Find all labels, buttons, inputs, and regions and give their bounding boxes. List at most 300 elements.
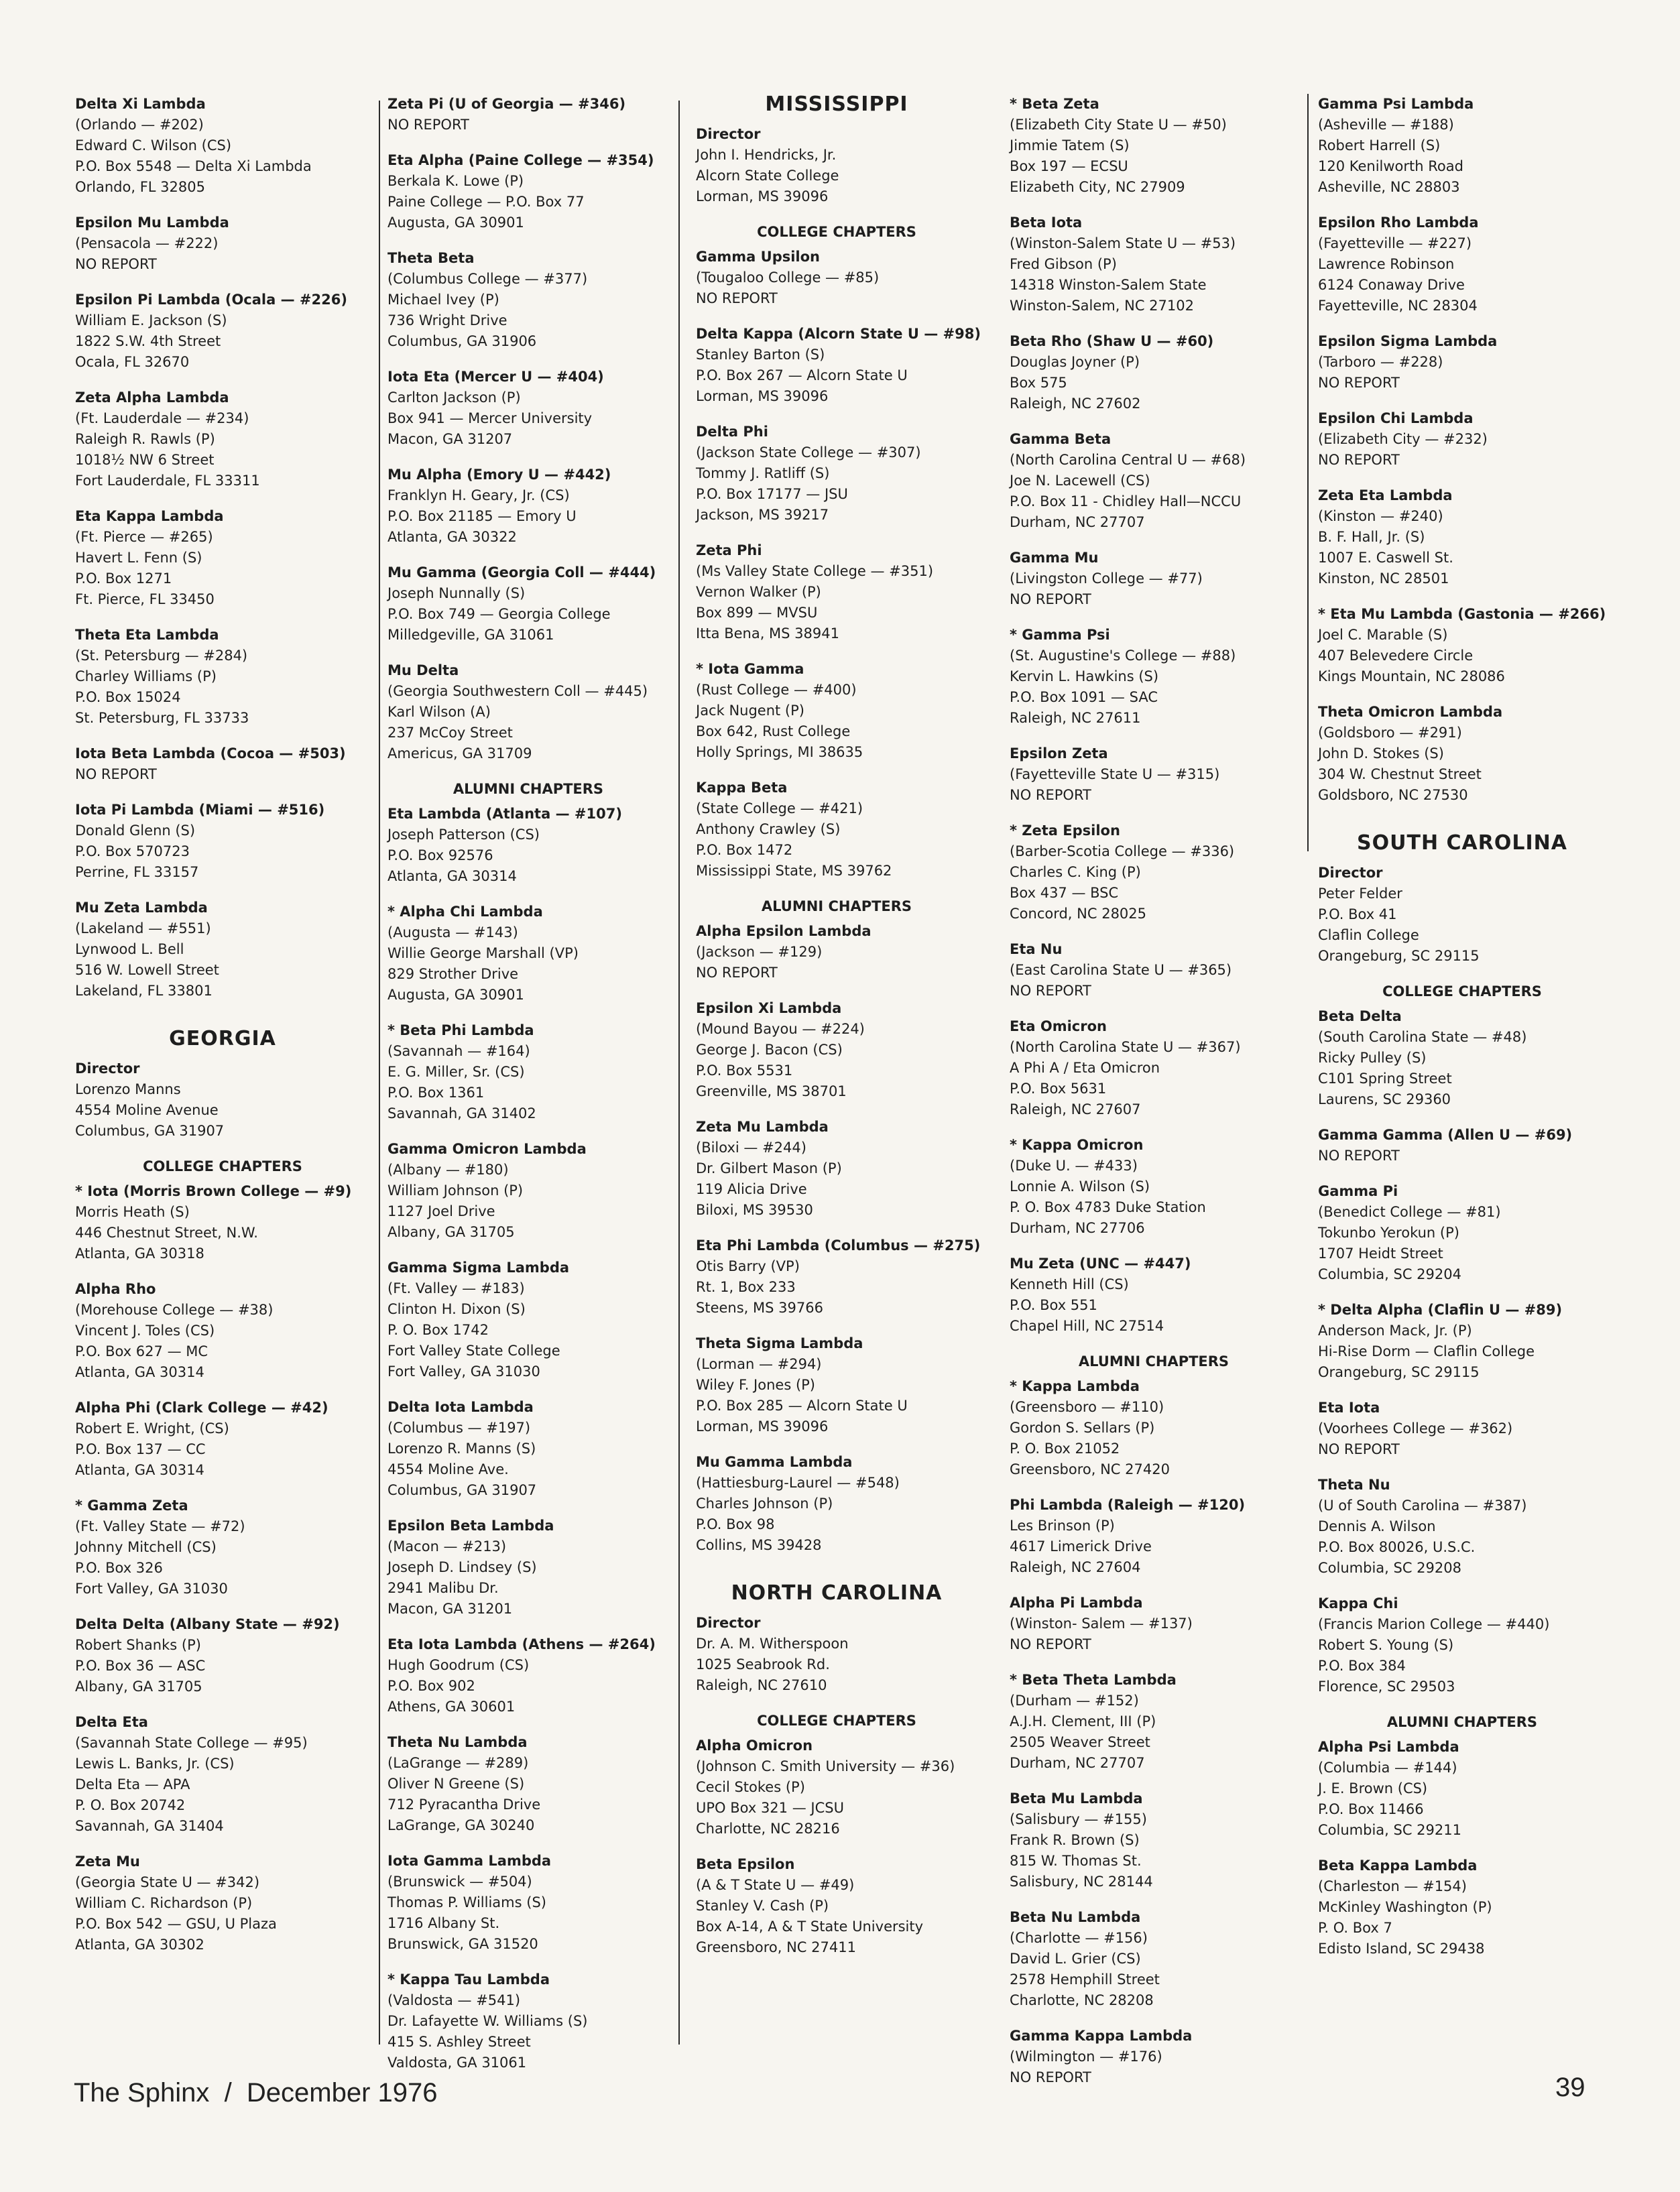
entry-line: (State College — #421) [696,800,863,816]
entry-line: Johnny Mitchell (CS) [75,1539,217,1555]
chapter-entry [387,1020,669,1124]
entry-line: John D. Stokes (S) [1318,745,1444,762]
chapter-entry [387,1732,669,1836]
chapter-name: Theta Beta [387,250,475,266]
chapter-entry [387,1634,669,1717]
entry-line: P.O. Box 1361 [387,1085,485,1101]
chapter-entry [1010,1254,1298,1337]
entry-line: Atlanta, GA 30318 [75,1245,204,1262]
entry-line: (Jackson — #129) [696,944,823,960]
chapter-name: Beta Delta [1318,1008,1402,1024]
entry-line: Lawrence Robinson [1318,256,1455,272]
chapter-entry [696,921,977,983]
entry-line: Box 437 — BSC [1010,885,1119,901]
entry-line: NO REPORT [75,256,157,272]
chapter-entry [1318,1125,1606,1166]
directory-column-5 [1318,94,1606,1974]
entry-line: Fred Gibson (P) [1010,256,1117,272]
chapter-entry [75,1496,370,1599]
entry-line: P.O. Box 902 [387,1678,475,1694]
chapter-entry [1010,548,1298,610]
entry-line: (Georgia State U — #342) [75,1874,260,1890]
chapter-entry [1010,1788,1298,1892]
chapter-name: Iota Pi Lambda (Miami — #516) [75,802,325,818]
entry-line: P.O. Box 5548 — Delta Xi Lambda [75,158,312,174]
entry-line: Asheville, NC 28803 [1318,179,1460,195]
chapter-name: Eta Kappa Lambda [75,508,224,524]
entry-line: Les Brinson (P) [1010,1518,1115,1534]
entry-line: Lewis L. Banks, Jr. (CS) [75,1756,235,1772]
entry-line: Peter Felder [1318,886,1402,902]
chapter-entry [1010,1907,1298,2011]
entry-line: Lorenzo Manns [75,1081,181,1097]
chapter-name: Gamma Psi Lambda [1318,96,1474,112]
chapter-entry [1318,331,1606,393]
entry-line: Savannah, GA 31402 [387,1105,536,1121]
entry-line: Frank R. Brown (S) [1010,1832,1140,1848]
entry-line: Columbus, GA 31907 [387,1482,537,1498]
entry-line: (Columbus — #197) [387,1420,531,1436]
entry-line: J. E. Brown (CS) [1318,1780,1428,1797]
entry-line: Stanley V. Cash (P) [696,1898,829,1914]
entry-line: P.O. Box 627 — MC [75,1343,208,1359]
entry-line: Steens, MS 39766 [696,1300,823,1316]
entry-line: McKinley Washington (P) [1318,1899,1492,1915]
entry-line: Box 197 — ECSU [1010,158,1128,174]
state-heading: NORTH CAROLINA [731,1581,943,1605]
chapter-name: Alpha Phi (Clark College — #42) [75,1400,328,1416]
entry-line: Stanley Barton (S) [696,347,825,363]
entry-line: Tokunbo Yerokun (P) [1318,1225,1459,1241]
chapter-entry [1010,429,1298,533]
chapter-entry [75,1398,370,1481]
entry-line: Holly Springs, MI 38635 [696,744,863,760]
entry-line: 2578 Hemphill Street [1010,1971,1160,1988]
chapter-name: Alpha Omicron [696,1738,813,1754]
entry-line: 1716 Albany St. [387,1915,500,1931]
chapter-entry [75,800,370,883]
entry-line: 4554 Moline Avenue [75,1102,219,1118]
entry-line: Robert Shanks (P) [75,1637,201,1653]
chapter-entry [696,324,981,407]
entry-line: (Brunswick — #504) [387,1874,532,1890]
entry-line: (Lorman — #294) [696,1356,822,1372]
entry-line: (Savannah State College — #95) [75,1735,308,1751]
chapter-entry [387,367,669,450]
entry-line: NO REPORT [1318,1441,1400,1457]
entry-line: Otis Barry (VP) [696,1258,800,1274]
entry-line: (Lakeland — #551) [75,920,211,936]
chapter-entry [1318,1737,1606,1841]
entry-line: Columbia, SC 29204 [1318,1266,1461,1282]
directory-column-2 [387,94,669,2088]
chapter-name: Alpha Epsilon Lambda [696,923,872,939]
chapter-name: Zeta Pi (U of Georgia — #346) [387,96,626,112]
chapter-name: * Beta Zeta [1010,96,1099,112]
chapter-entry [1318,1181,1606,1285]
entry-line: (Ft. Lauderdale — #234) [75,410,249,426]
entry-line: B. F. Hall, Jr. (S) [1318,529,1425,545]
chapter-entry [1318,485,1606,589]
entry-line: 120 Kenilworth Road [1318,158,1463,174]
entry-line: (Morehouse College — #38) [75,1302,274,1318]
directory-column-3 [696,93,981,1973]
chapter-name: Delta Iota Lambda [387,1399,534,1415]
chapter-entry [1010,1495,1298,1578]
entry-line: Clinton H. Dixon (S) [387,1301,526,1317]
chapter-entry [1318,1006,1606,1110]
entry-line: (North Carolina State U — #367) [1010,1039,1241,1055]
entry-line: Box 642, Rust College [696,723,851,739]
chapter-name: Beta Nu Lambda [1010,1909,1141,1925]
directory-column-1 [75,94,370,1970]
entry-line: NO REPORT [696,290,778,306]
chapter-entry [1318,1475,1606,1579]
entry-line: (Elizabeth City — #232) [1318,431,1488,447]
director-entry [1318,863,1606,967]
chapter-name: Zeta Alpha Lambda [75,389,229,406]
entry-line: Oliver N Greene (S) [387,1776,525,1792]
chapter-name: Mu Gamma Lambda [696,1454,853,1470]
entry-line: Box 941 — Mercer University [387,410,593,426]
chapter-entry [1010,939,1298,1001]
chapter-entry [1318,1855,1606,1959]
entry-line: Joel C. Marable (S) [1318,627,1448,643]
chapter-entry [696,1854,977,1958]
chapter-name: Gamma Sigma Lambda [387,1260,570,1276]
chapter-entry [75,743,370,785]
entry-line: 446 Chestnut Street, N.W. [75,1225,258,1241]
chapter-name: Alpha Psi Lambda [1318,1739,1459,1755]
chapter-name: Phi Lambda (Raleigh — #120) [1010,1497,1246,1513]
chapter-name: * Iota (Morris Brown College — #9) [75,1183,352,1199]
chapter-entry [75,1614,370,1697]
entry-line: (Biloxi — #244) [696,1140,806,1156]
entry-line: William E. Jackson (S) [75,312,227,328]
entry-line: P.O. Box 1472 [696,842,793,858]
entry-line: (Elizabeth City State U — #50) [1010,117,1227,133]
entry-line: 237 McCoy Street [387,725,513,741]
entry-line: Americus, GA 31709 [387,745,532,762]
entry-line: Atlanta, GA 30322 [387,529,517,545]
entry-line: P.O. Box 21185 — Emory U [387,508,577,524]
chapter-name: Beta Kappa Lambda [1318,1858,1478,1874]
entry-line: P. O. Box 4783 Duke Station [1010,1199,1206,1215]
entry-line: (Hattiesburg-Laurel — #548) [696,1475,900,1491]
section-subheading: ALUMNI CHAPTERS [453,781,604,797]
entry-line: Durham, NC 27707 [1010,1755,1145,1771]
chapter-entry [75,506,370,610]
entry-line: Raleigh, NC 27604 [1010,1559,1141,1575]
entry-line: Greenville, MS 38701 [696,1083,847,1099]
chapter-entry [75,1851,370,1955]
chapter-name: * Kappa Tau Lambda [387,1971,550,1988]
publication-footer: The Sphinx / December 1976 [74,2078,438,2108]
chapter-entry [75,290,370,373]
entry-line: 736 Wright Drive [387,312,507,328]
entry-line: 4554 Moline Ave. [387,1461,509,1477]
entry-line: Albany, GA 31705 [387,1224,515,1240]
entry-line: (Fayetteville State U — #315) [1010,766,1220,782]
entry-line: Thomas P. Williams (S) [387,1894,546,1910]
entry-line: (Macon — #213) [387,1538,507,1555]
chapter-entry [1010,1593,1298,1655]
director-label: Director [696,126,761,142]
chapter-name: Gamma Omicron Lambda [387,1141,587,1157]
entry-line: Ocala, FL 32670 [75,354,190,370]
entry-line: Joseph Patterson (CS) [387,827,540,843]
entry-line: (St. Petersburg — #284) [75,648,248,664]
chapter-name: Theta Sigma Lambda [696,1335,863,1351]
entry-line: P.O. Box 41 [1318,906,1397,922]
entry-line: (Augusta — #143) [387,924,518,940]
entry-line: (Jackson State College — #307) [696,444,921,461]
page-number: 39 [1555,2073,1585,2102]
entry-line: Charles C. King (P) [1010,864,1141,880]
entry-line: Joseph Nunnally (S) [387,585,526,601]
chapter-entry [75,1712,370,1837]
entry-line: Box A-14, A & T State University [696,1919,924,1935]
entry-line: P.O. Box 36 — ASC [75,1658,206,1674]
entry-line: (Kinston — #240) [1318,508,1443,524]
entry-line: Concord, NC 28025 [1010,906,1147,922]
chapter-name: Delta Kappa (Alcorn State U — #98) [696,326,981,342]
entry-line: (Tarboro — #228) [1318,354,1443,370]
entry-line: George J. Bacon (CS) [696,1042,843,1058]
entry-line: Box 575 [1010,375,1067,391]
entry-line: Columbia, SC 29211 [1318,1822,1461,1838]
chapter-name: Zeta Eta Lambda [1318,487,1453,503]
director-entry [696,124,977,207]
entry-line: Lorman, MS 39096 [696,1418,829,1435]
director-label: Director [696,1615,761,1631]
chapter-name: Beta Mu Lambda [1010,1790,1143,1807]
entry-line: (Winston- Salem — #137) [1010,1616,1193,1632]
entry-line: NO REPORT [1010,787,1091,803]
chapter-entry [1010,1016,1298,1120]
chapter-entry [1318,1398,1606,1460]
entry-line: Wiley F. Jones (P) [696,1377,815,1393]
chapter-name: Delta Eta [75,1714,148,1730]
chapter-entry [1318,408,1606,471]
entry-line: P.O. Box 92576 [387,847,493,863]
entry-line: Gordon S. Sellars (P) [1010,1420,1155,1436]
entry-line: Augusta, GA 30901 [387,215,524,231]
section-subheading: COLLEGE CHAPTERS [757,224,916,240]
chapter-name: Eta Iota [1318,1400,1380,1416]
entry-line: (Voorhees College — #362) [1318,1420,1513,1437]
entry-line: Savannah, GA 31404 [75,1818,224,1834]
entry-line: 2941 Malibu Dr. [387,1580,499,1596]
entry-line: (Asheville — #188) [1318,117,1454,133]
entry-line: P. O. Box 21052 [1010,1441,1120,1457]
entry-line: Carlton Jackson (P) [387,389,521,406]
entry-line: P.O. Box 1091 — SAC [1010,689,1158,705]
entry-line: P. O. Box 20742 [75,1797,186,1813]
entry-line: Orangeburg, SC 29115 [1318,1364,1480,1380]
entry-line: (Benedict College — #81) [1318,1204,1501,1220]
entry-line: Greensboro, NC 27411 [696,1939,856,1955]
entry-line: (Ft. Pierce — #265) [75,529,213,545]
entry-line: NO REPORT [1010,2069,1091,2085]
entry-line: Florence, SC 29503 [1318,1679,1455,1695]
chapter-name: * Kappa Lambda [1010,1378,1140,1394]
entry-line: P.O. Box 5631 [1010,1081,1107,1097]
entry-line: (Albany — #180) [387,1162,509,1178]
section-subheading: ALUMNI CHAPTERS [761,898,912,914]
chapter-name: Alpha Pi Lambda [1010,1595,1143,1611]
entry-line: Robert S. Young (S) [1318,1637,1454,1653]
entry-line: NO REPORT [75,766,157,782]
chapter-entry [387,150,669,233]
entry-line: Lonnie A. Wilson (S) [1010,1178,1150,1195]
chapter-entry [75,387,370,491]
entry-line: (Savannah — #164) [387,1043,530,1059]
entry-line: A Phi A / Eta Omicron [1010,1060,1160,1076]
entry-line: 407 Belevedere Circle [1318,648,1474,664]
entry-line: Anthony Crawley (S) [696,821,841,837]
entry-line: Dennis A. Wilson [1318,1518,1436,1534]
chapter-entry [1318,1300,1606,1383]
entry-line: Laurens, SC 29360 [1318,1091,1451,1107]
entry-line: Box 899 — MVSU [696,605,818,621]
chapter-name: Eta Phi Lambda (Columbus — #275) [696,1237,981,1254]
chapter-entry [1010,94,1298,198]
entry-line: (Duke U. — #433) [1010,1158,1138,1174]
entry-line: Douglas Joyner (P) [1010,354,1140,370]
chapter-name: Epsilon Xi Lambda [696,1000,842,1016]
entry-line: NO REPORT [1318,452,1400,468]
chapter-entry [75,898,370,1001]
chapter-entry [387,94,669,135]
chapter-entry [696,1117,977,1221]
entry-line: (LaGrange — #289) [387,1755,529,1771]
chapter-name: Mu Zeta Lambda [75,900,208,916]
entry-line: Charlotte, NC 28216 [696,1821,840,1837]
entry-line: John I. Hendricks, Jr. [696,147,837,163]
entry-line: Milledgeville, GA 31061 [387,627,554,643]
entry-line: Lorman, MS 39096 [696,388,829,404]
entry-line: Paine College — P.O. Box 77 [387,194,585,210]
entry-line: NO REPORT [696,965,778,981]
entry-line: (East Carolina State U — #365) [1010,962,1232,978]
chapter-name: Beta Epsilon [696,1856,795,1872]
entry-line: Havert L. Fenn (S) [75,550,202,566]
entry-line: NO REPORT [1318,375,1400,391]
chapter-name: Epsilon Zeta [1010,745,1108,762]
entry-line: (Tougaloo College — #85) [696,269,880,286]
entry-line: Claflin College [1318,927,1419,943]
chapter-name: Mu Alpha (Emory U — #442) [387,467,611,483]
entry-line: NO REPORT [1010,591,1091,607]
entry-line: David L. Grier (CS) [1010,1951,1141,1967]
chapter-name: Epsilon Rho Lambda [1318,215,1479,231]
entry-line: Kings Mountain, NC 28086 [1318,668,1505,684]
state-heading: GEORGIA [169,1027,276,1050]
section-subheading: COLLEGE CHAPTERS [1382,983,1542,999]
director-label: Director [1318,865,1383,881]
entry-line: (Charlotte — #156) [1010,1930,1148,1946]
entry-line: Delta Eta — APA [75,1776,190,1792]
entry-line: Robert Harrell (S) [1318,137,1441,154]
entry-line: 712 Pyracantha Drive [387,1797,541,1813]
chapter-name: * Beta Phi Lambda [387,1022,534,1038]
chapter-entry [1318,1593,1606,1697]
entry-line: NO REPORT [387,117,469,133]
entry-line: Augusta, GA 30901 [387,987,524,1003]
entry-line: P.O. Box 749 — Georgia College [387,606,611,622]
chapter-name: * Eta Mu Lambda (Gastonia — #266) [1318,606,1606,622]
chapter-entry [696,1333,977,1437]
section-subheading: COLLEGE CHAPTERS [143,1158,302,1174]
entry-line: 6124 Conaway Drive [1318,277,1465,293]
entry-line: Fort Lauderdale, FL 33311 [75,473,260,489]
entry-line: Athens, GA 30601 [387,1699,516,1715]
entry-line: Itta Bena, MS 38941 [696,625,839,642]
chapter-entry [387,1851,669,1955]
chapter-entry [696,540,977,644]
entry-line: Raleigh, NC 27610 [696,1677,827,1693]
entry-line: 1018½ NW 6 Street [75,452,215,468]
entry-line: UPO Box 321 — JCSU [696,1800,844,1816]
entry-line: NO REPORT [1010,983,1091,999]
entry-line: P.O. Box 5531 [696,1062,793,1079]
entry-line: Dr. A. M. Witherspoon [696,1636,849,1652]
entry-line: (Charleston — #154) [1318,1878,1467,1894]
entry-line: Karl Wilson (A) [387,704,491,720]
entry-line: Macon, GA 31201 [387,1601,513,1617]
director-entry [696,1613,977,1696]
entry-line: Jackson, MS 39217 [696,507,829,523]
entry-line: Kinston, NC 28501 [1318,570,1449,587]
director-entry [75,1058,370,1142]
entry-line: Fort Valley State College [387,1343,560,1359]
entry-line: Fayetteville, NC 28304 [1318,298,1478,314]
entry-line: P.O. Box 384 [1318,1658,1406,1674]
entry-line: (Barber-Scotia College — #336) [1010,843,1235,859]
section-subheading: ALUMNI CHAPTERS [1078,1353,1229,1369]
entry-line: Lorman, MS 39096 [696,188,829,204]
chapter-name: Gamma Gamma (Allen U — #69) [1318,1127,1573,1143]
chapter-entry [387,660,669,764]
chapter-entry [387,248,669,352]
entry-line: P.O. Box 267 — Alcorn State U [696,367,908,383]
entry-line: (North Carolina Central U — #68) [1010,452,1246,468]
entry-line: (Durham — #152) [1010,1693,1139,1709]
chapter-entry [1010,1670,1298,1774]
entry-line: Dr. Lafayette W. Williams (S) [387,2013,588,2029]
entry-line: Anderson Mack, Jr. (P) [1318,1323,1472,1339]
entry-line: 4617 Limerick Drive [1010,1538,1152,1555]
entry-line: E. G. Miller, Sr. (CS) [387,1064,525,1080]
entry-line: LaGrange, GA 30240 [387,1817,535,1833]
entry-line: (Ft. Valley — #183) [387,1280,525,1296]
chapter-name: Delta Delta (Albany State — #92) [75,1616,340,1632]
chapter-name: Eta Omicron [1010,1018,1107,1034]
chapter-name: * Alpha Chi Lambda [387,904,543,920]
chapter-entry [387,804,669,887]
entry-line: Hugh Goodrum (CS) [387,1657,530,1673]
chapter-entry [696,422,977,526]
chapter-name: * Beta Theta Lambda [1010,1672,1177,1688]
chapter-name: Delta Phi [696,424,768,440]
entry-line: Robert E. Wright, (CS) [75,1420,229,1437]
entry-line: P.O. Box 15024 [75,689,181,705]
entry-line: 829 Strother Drive [387,966,519,982]
entry-line: Jack Nugent (P) [696,703,804,719]
entry-line: Atlanta, GA 30314 [387,868,517,884]
section-subheading: COLLEGE CHAPTERS [757,1713,916,1729]
